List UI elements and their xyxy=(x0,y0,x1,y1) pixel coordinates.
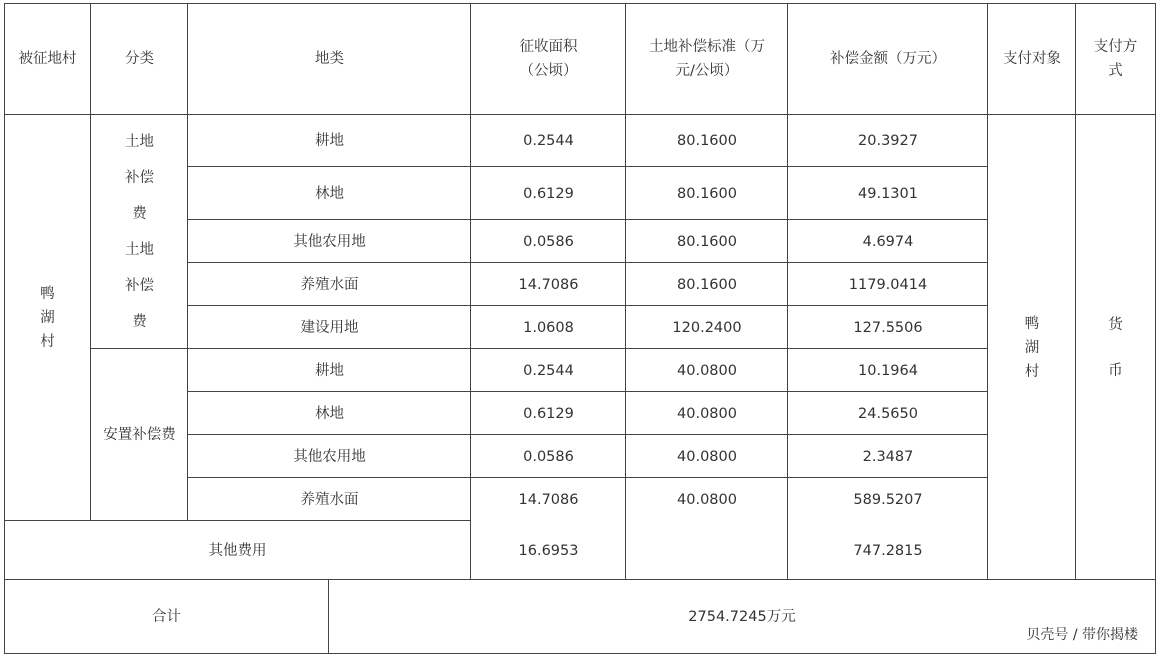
cell-amount: 1179.0414 xyxy=(848,276,928,293)
cell-land-type: 建设用地 xyxy=(300,319,359,336)
header-amount: 补偿金额（万元） xyxy=(830,51,946,67)
village-cell: 鸭 湖 村 xyxy=(40,286,55,350)
vline-land-type xyxy=(470,3,471,580)
cell-land-type: 林地 xyxy=(315,185,344,202)
cell-standard: 40.0800 xyxy=(677,362,737,379)
cell-standard: 80.1600 xyxy=(677,276,737,293)
total-label: 合计 xyxy=(152,608,181,625)
cell-area: 0.2544 xyxy=(523,362,574,379)
cell-land-type: 其他农用地 xyxy=(293,448,366,465)
cell-amount: 589.5207 xyxy=(853,491,923,508)
vline-payee xyxy=(1075,3,1076,580)
vline-category xyxy=(187,3,188,521)
vline-amount xyxy=(987,3,988,580)
category-divider xyxy=(91,348,188,349)
category-land-compensation: 土地 补偿 费 土地 补偿 费 xyxy=(125,134,154,330)
header-land-type: 地类 xyxy=(315,51,344,67)
cell-standard: 80.1600 xyxy=(677,185,737,202)
cell-amount: 24.5650 xyxy=(858,405,918,422)
cell-land-type: 其他农用地 xyxy=(293,233,366,250)
border-bottom xyxy=(4,653,1156,654)
vline-area xyxy=(625,3,626,580)
cell-standard: 40.0800 xyxy=(677,405,737,422)
cell-land-type: 林地 xyxy=(315,405,344,422)
other-fees-area: 16.6953 xyxy=(518,542,579,559)
other-fees-amount: 747.2815 xyxy=(853,542,923,559)
cell-area: 0.0586 xyxy=(523,448,574,465)
total-value: 2754.7245万元 xyxy=(688,608,796,625)
watermark: 贝壳号 / 带你揭楼 xyxy=(1026,627,1138,643)
cell-amount: 20.3927 xyxy=(858,133,918,149)
payee-cell: 鸭 湖 村 xyxy=(1024,315,1040,380)
cell-amount: 49.1301 xyxy=(858,185,918,202)
cell-standard: 120.2400 xyxy=(672,319,742,336)
header-village: 被征地村 xyxy=(18,51,77,67)
cell-standard: 80.1600 xyxy=(677,133,737,149)
cell-land-type: 养殖水面 xyxy=(300,276,359,293)
cell-land-type: 耕地 xyxy=(315,362,344,379)
cell-area: 14.7086 xyxy=(518,276,579,293)
cell-amount: 10.1964 xyxy=(858,362,918,379)
cell-area: 0.6129 xyxy=(523,405,574,422)
cell-area: 14.7086 xyxy=(518,491,579,508)
header-area: 征收面积 （公顷） xyxy=(519,39,578,79)
vline-village xyxy=(90,3,91,521)
cell-land-type: 耕地 xyxy=(315,133,344,149)
cell-amount: 127.5506 xyxy=(853,319,923,336)
section-divider-left xyxy=(4,520,471,521)
cell-amount: 4.6974 xyxy=(862,233,914,250)
border-top xyxy=(4,3,1156,4)
header-category: 分类 xyxy=(125,51,154,67)
cell-amount: 2.3487 xyxy=(862,448,914,465)
header-payment: 支付方 式 xyxy=(1093,39,1138,79)
cell-standard: 40.0800 xyxy=(677,491,737,508)
vline-total xyxy=(328,580,329,654)
cell-land-type: 养殖水面 xyxy=(300,491,359,508)
cell-area: 1.0608 xyxy=(523,319,574,336)
vline-standard xyxy=(787,3,788,580)
header-payee: 支付对象 xyxy=(1003,51,1061,67)
cell-area: 0.6129 xyxy=(523,185,574,202)
total-top xyxy=(4,579,1156,580)
header-standard: 土地补偿标准（万 元/公顷） xyxy=(649,39,765,79)
payment-cell: 货 币 xyxy=(1108,316,1123,379)
cell-area: 0.2544 xyxy=(523,133,574,149)
cell-standard: 80.1600 xyxy=(677,233,737,250)
cell-standard: 40.0800 xyxy=(677,448,737,465)
other-fees-label: 其他费用 xyxy=(208,542,267,559)
category-resettlement: 安置补偿费 xyxy=(103,427,176,443)
other-fees-standard xyxy=(626,521,788,580)
border-right xyxy=(1155,3,1156,654)
border-left xyxy=(4,3,5,654)
header-divider xyxy=(4,114,1156,115)
cell-area: 0.0586 xyxy=(523,233,574,250)
